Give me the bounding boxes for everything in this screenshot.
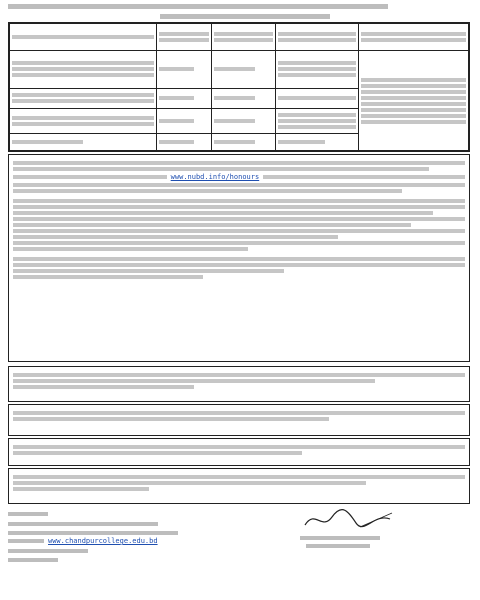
table-header-form-fee: [211, 24, 275, 51]
distribution-item: [8, 537, 158, 545]
notice-box-1: [8, 366, 470, 402]
table-header-per-subject: [276, 24, 359, 51]
distribution-item: [8, 549, 88, 553]
table-header-subject: [10, 24, 157, 51]
portal-url[interactable]: www.nubd.info/honours: [170, 173, 260, 181]
fee-table: [8, 22, 470, 152]
notice-box-3: [8, 438, 470, 466]
distribution-heading: [8, 512, 48, 516]
table-heading-line: [160, 14, 330, 19]
distribution-item: [8, 531, 178, 535]
table-header-fee: [156, 24, 211, 51]
notice-box-4: [8, 468, 470, 504]
table-header-dates: [358, 24, 468, 51]
table-row: [10, 51, 469, 88]
notice-box-2: [8, 404, 470, 436]
principal-signature: [300, 507, 400, 535]
intro-text-line: [8, 4, 388, 9]
college-website[interactable]: www.chandpurcollege.edu.bd: [48, 537, 158, 545]
signature-name-line: [300, 536, 380, 540]
signature-title-line: [306, 544, 370, 548]
instructions-box: [8, 154, 470, 362]
distribution-item: [8, 558, 58, 562]
distribution-item: [8, 522, 158, 526]
